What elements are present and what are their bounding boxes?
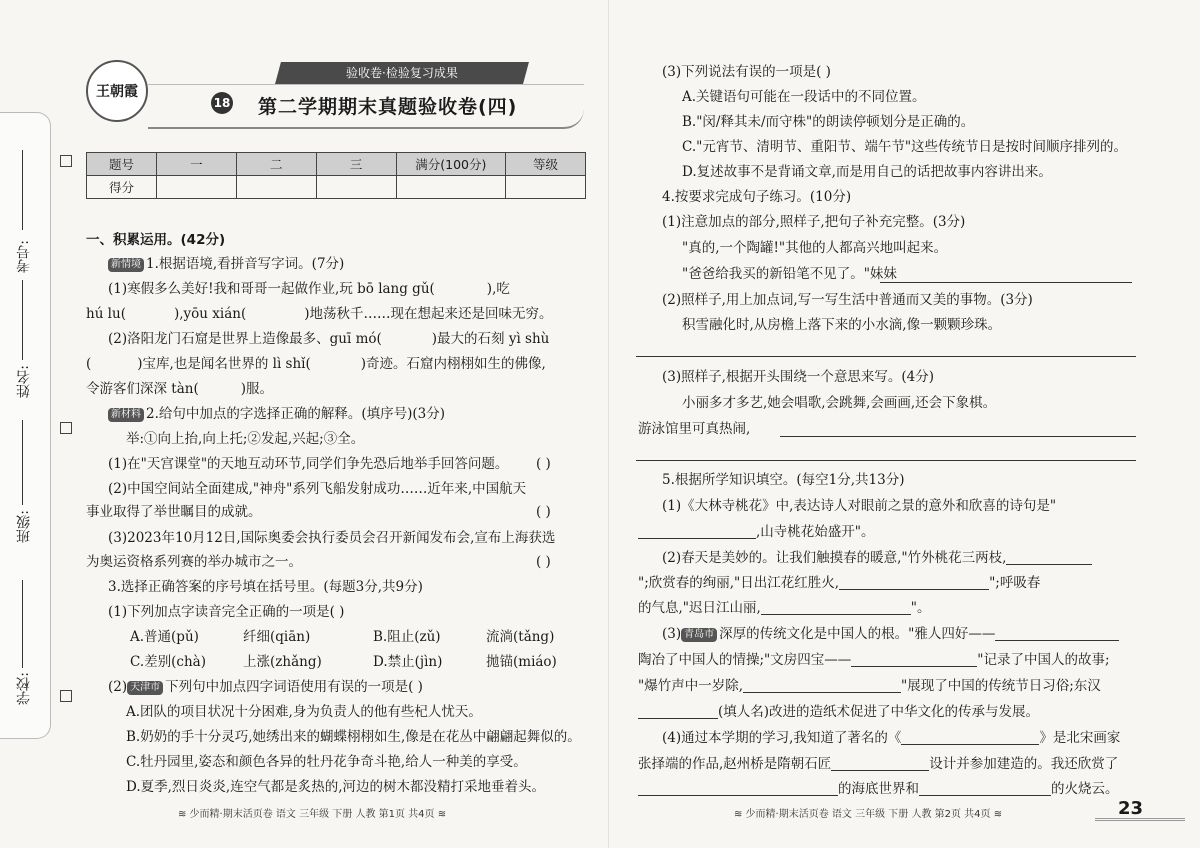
q5-2-cont	[638, 573, 1040, 593]
blank[interactable]	[638, 704, 718, 719]
text: hú lu(	[86, 306, 126, 322]
text: )宝库,也是闻名世界的 lì shǐ(	[137, 356, 311, 372]
blank[interactable]	[761, 600, 911, 615]
binding-mark	[60, 690, 72, 702]
answer-line[interactable]	[636, 460, 1136, 461]
q3-1-optA: A.普通(pǔ)	[130, 629, 199, 645]
answer-line[interactable]	[780, 436, 1136, 437]
page-number-decoration	[1095, 818, 1185, 829]
banji-line	[22, 420, 23, 505]
text: 下列句中加点四字词语使用有误的一项是( )	[165, 679, 423, 695]
blank[interactable]	[1006, 550, 1092, 565]
blank[interactable]	[851, 652, 977, 667]
q3-2-optD: D.夏季,烈日炎炎,连空气都是炙热的,河边的树木都没精打采地垂着头。	[126, 779, 546, 795]
binding-strip	[0, 112, 51, 739]
text: ,山寺桃花始盛开"。	[756, 524, 875, 540]
blank[interactable]	[638, 781, 838, 796]
left-page	[78, 0, 600, 848]
q5-1: (1)《大林寺桃花》中,表达诗人对眼前之景的意外和欣喜的诗句是"	[662, 498, 1057, 514]
text: "。	[910, 600, 931, 616]
text: 张择端的作品,赵州桥是隋朝石匠	[638, 756, 832, 772]
question-4: 4.按要求完成句子练习。(10分)	[662, 189, 852, 205]
answer-paren[interactable]: ( )	[536, 456, 551, 472]
q3-1: (1)下列加点字读音完全正确的一项是( )	[108, 604, 345, 620]
q1-2-cont	[86, 354, 546, 374]
text: ";呼吸春	[989, 575, 1041, 591]
q1-tag: 新情境	[108, 258, 144, 272]
right-page	[630, 0, 1150, 848]
blank[interactable]	[901, 730, 1039, 745]
q5-3: (3) 青岛市 深厚的传统文化是中国人的根。"雅人四好——	[662, 624, 1119, 644]
q4-1-example: "真的,一个陶罐!"其他的人都高兴地叫起来。	[682, 240, 948, 256]
text: (填人名)改进的造纸术促进了中华文化的传承与发展。	[718, 704, 1040, 720]
exam-number-badge: 18	[211, 92, 233, 114]
text: ),吃	[486, 281, 510, 297]
page-number: 23	[1118, 798, 1144, 819]
xuexiao-label: 学校:	[16, 672, 32, 705]
q4-3: (3)照样子,根据开头围绕一个意思来写。(4分)	[662, 369, 935, 385]
q4-3-question: 游泳馆里可真热闹,	[638, 421, 751, 437]
score-table	[86, 152, 586, 199]
banji-label: 班级:	[16, 510, 32, 543]
score-cell[interactable]	[396, 176, 506, 199]
answer-paren[interactable]: ( )	[536, 504, 551, 520]
q3-1-optB: B.阻止(zǔ)	[373, 629, 441, 645]
q3-3-optA: A.关键语句可能在一段话中的不同位置。	[682, 89, 926, 105]
q1-1	[108, 279, 510, 299]
blank[interactable]	[831, 756, 929, 771]
question-3: 3.选择正确答案的序号填在括号里。(每题3分,共9分)	[108, 579, 423, 595]
q3-3-optD: D.复述故事不是背诵文章,而是用自己的话把故事内容讲出来。	[682, 164, 1052, 180]
answer-line[interactable]	[880, 282, 1132, 283]
page-divider	[608, 0, 609, 848]
text: 的火烧云。	[1051, 781, 1119, 797]
q5-3-cont	[638, 650, 1110, 670]
text: 设计并参加建造的。我还欣赏了	[929, 756, 1119, 772]
q2-2-cont: 事业取得了举世瞩目的成就。	[86, 504, 262, 520]
score-row-label: 得分	[87, 176, 157, 199]
question-2	[108, 404, 445, 424]
q2-1: (1)在"天宫课堂"的天地互动环节,同学们争先恐后地举手回答问题。	[108, 456, 509, 472]
subtitle: 验收卷·检验复习成果	[346, 66, 458, 80]
text: (2)春天是美妙的。让我们触摸春的暖意,"竹外桃花三两枝,	[662, 550, 1007, 566]
text: (1)寒假多么美好!我和哥哥一起做作业,玩 bō lang gǔ(	[108, 281, 435, 297]
blank[interactable]	[638, 524, 756, 539]
q3-2-optB: B.奶奶的手十分灵巧,她绣出来的蝴蝶栩栩如生,像是在花丛中翩翩起舞似的。	[126, 729, 581, 745]
question-1	[108, 254, 344, 274]
score-header-cell: 二	[236, 153, 316, 176]
q3-1-optC: C.差别(chà)	[130, 654, 206, 670]
q2-text: 2.给句中加点的字选择正确的解释。(填序号)(3分)	[146, 406, 446, 422]
blank[interactable]	[743, 678, 901, 693]
q2-tag: 新材料	[108, 408, 144, 422]
text: 令游客们深深 tàn(	[86, 381, 199, 397]
score-header-cell: 一	[157, 153, 237, 176]
q3-2-optC: C.牡丹园里,姿态和颜色各异的牡丹花争奇斗艳,给人一种美的享受。	[126, 754, 527, 770]
q1-2	[108, 329, 549, 349]
q5-3-cont2	[638, 676, 1101, 696]
q4-2: (2)照样子,用上加点词,写一写生活中普通而又美的事物。(3分)	[662, 292, 1033, 308]
score-table-row	[87, 176, 586, 199]
q2-2: (2)中国空间站全面建成,"神舟"系列飞船发射成功……近年来,中国航天	[108, 481, 527, 497]
score-cell[interactable]	[157, 176, 237, 199]
text: (4)通过本学期的学习,我知道了著名的《	[662, 730, 902, 746]
text: )最大的石刻 yì shù	[431, 331, 550, 347]
q5-3-cont3	[638, 702, 1039, 722]
q5-2	[662, 548, 1092, 568]
text: 陶冶了中国人的情操;"文房四宝——	[638, 652, 852, 668]
q3-3: (3)下列说法有误的一项是( )	[662, 64, 831, 80]
q3-2-tag: 天津市	[127, 681, 163, 695]
score-cell[interactable]	[506, 176, 586, 199]
q3-1-optB2: 流淌(tǎng)	[486, 629, 555, 645]
score-table-header	[87, 153, 586, 176]
answer-line[interactable]	[636, 356, 1136, 357]
text: ";欣赏春的绚丽,"日出江花红胜火,	[638, 575, 840, 591]
q5-1-cont	[638, 522, 875, 542]
q5-4-cont2	[638, 779, 1119, 799]
binding-mark	[60, 155, 72, 167]
text: )服。	[240, 381, 274, 397]
q3-2: (2) 天津市 下列句中加点四字词语使用有误的一项是( )	[108, 679, 423, 695]
q4-3-example: 小丽多才多艺,她会唱歌,会跳舞,会画画,还会下象棋。	[682, 395, 997, 411]
exam-title: 第二学期期末真题验收卷(四)	[258, 96, 518, 118]
kaohao-line	[22, 150, 23, 230]
text: 》是北宋画家	[1039, 730, 1121, 746]
text: )奇迹。石窟内栩栩如生的佛像,	[360, 356, 546, 372]
q4-2-example: 积雪融化时,从房檐上落下来的小水滴,像一颗颗珍珠。	[682, 317, 1002, 333]
section-heading: 一、积累运用。(42分)	[86, 232, 226, 248]
q3-1-optD2: 拋锚(miáo)	[486, 654, 557, 670]
text: 的气息,"迟日江山丽,	[638, 600, 761, 616]
question-5: 5.根据所学知识填空。(每空1分,共13分)	[662, 472, 905, 488]
q4-1-question: "爸爸给我买的新铅笔不见了。"妹妹	[682, 266, 897, 282]
xingming-label: 姓名:	[16, 365, 32, 398]
q2-3-cont: 为奥运资格系列赛的举办城市之一。	[86, 554, 302, 570]
score-cell[interactable]	[316, 176, 396, 199]
text: "爆竹声中一岁除,	[638, 678, 744, 694]
score-header-cell: 三	[316, 153, 396, 176]
q2-options: 举:①向上抬,向上托;②发起,兴起;③全。	[126, 431, 365, 447]
blank[interactable]	[919, 781, 1051, 796]
xingming-line	[22, 280, 23, 360]
text: (2)洛阳龙门石窟是世界上造像最多、guī mó(	[108, 331, 382, 347]
q3-3-optB: B."闵/释其未/而守株"的朗读停顿划分是正确的。	[682, 114, 975, 130]
blank[interactable]	[995, 626, 1119, 641]
text: 的海底世界和	[838, 781, 919, 797]
right-footer: ≋ 少而精·期末活页卷 语文 三年级 下册 人教 第2页 共4页 ≋	[734, 809, 1003, 820]
q4-1: (1)注意加点的部分,照样子,把句子补充完整。(3分)	[662, 214, 966, 230]
score-header-cell: 等级	[506, 153, 586, 176]
score-cell[interactable]	[236, 176, 316, 199]
score-header-cell: 满分(100分)	[396, 153, 506, 176]
q1-text: 1.根据语境,看拼音写字词。(7分)	[146, 256, 345, 272]
score-header-cell: 题号	[87, 153, 157, 176]
brand-logo: 王朝霞	[86, 60, 148, 122]
q2-3: (3)2023年10月12日,国际奥委会执行委员会召开新闻发布会,宣布上海获选	[108, 530, 556, 546]
q5-4-cont	[638, 754, 1118, 774]
q3-1-optA2: 纤细(qiān)	[243, 629, 311, 645]
xuexiao-line	[22, 580, 23, 668]
binding-mark	[60, 422, 72, 434]
left-footer: ≋ 少而精·期末活页卷 语文 三年级 下册 人教 第1页 共4页 ≋	[178, 809, 447, 820]
q5-4	[662, 728, 1120, 748]
text: )地荡秋千……现在想起来还是回味无穷。	[304, 306, 553, 322]
text: "记录了中国人的故事;	[977, 652, 1110, 668]
q5-3-tag: 青岛市	[681, 628, 717, 642]
answer-paren[interactable]: ( )	[536, 554, 551, 570]
q3-1-optC2: 上涨(zhǎng)	[243, 654, 322, 670]
q3-1-optD: D.禁止(jìn)	[373, 654, 443, 670]
text: "展现了中国的传统节日习俗;东汉	[901, 678, 1101, 694]
q1-1-cont	[86, 304, 553, 324]
text: 深厚的传统文化是中国人的根。"雅人四好——	[719, 626, 996, 642]
blank[interactable]	[839, 575, 989, 590]
q5-2-cont2	[638, 598, 931, 618]
text: ),yōu xián(	[173, 306, 247, 322]
q1-2-cont2	[86, 379, 273, 399]
q3-3-optC: C."元宵节、清明节、重阳节、端午节"这些传统节日是按时间顺序排列的。	[682, 139, 1128, 155]
subtitle-bar	[275, 62, 529, 84]
kaohao-label: 考号:	[16, 240, 32, 273]
text: (	[86, 356, 92, 372]
q3-2-optA: A.团队的项目状况十分困难,身为负责人的他有些杞人忧天。	[126, 704, 482, 720]
